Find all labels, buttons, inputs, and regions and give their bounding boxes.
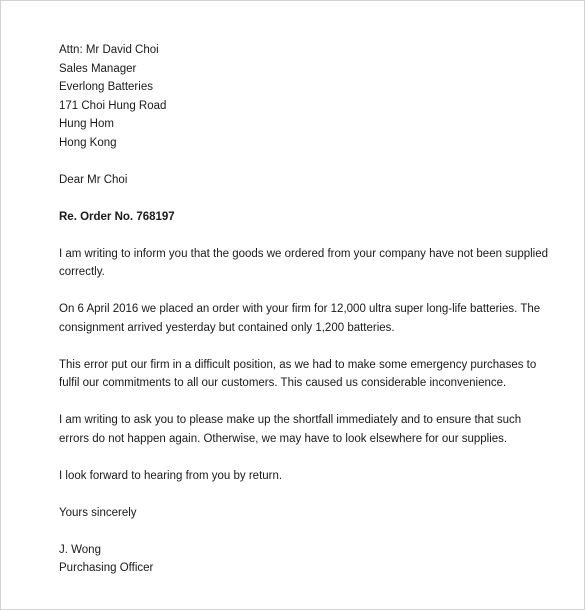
signature-name: J. Wong: [59, 543, 101, 556]
paragraph-line: I am writing to inform you that the goods we ordered from your company have not been supplied: [59, 247, 549, 260]
paragraph-3: [59, 356, 537, 393]
subject-line: [59, 208, 529, 227]
paragraph-line: I look forward to hearing from you by return.: [59, 469, 283, 482]
paragraph-line: fulfil our commitments to all our customers. This caused us considerable inconvenience.: [59, 377, 507, 389]
signature-block: [59, 541, 529, 578]
salutation-text: Dear Mr Choi: [59, 173, 128, 186]
paragraph-line: consignment arrived yesterday but contained only 1,200 batteries.: [59, 321, 395, 334]
paragraph-2: [59, 300, 541, 337]
recipient-company: Everlong Batteries: [59, 81, 153, 93]
recipient-address: [59, 41, 529, 152]
paragraph-line: This error put our firm in a difficult position, as we had to make some emergency purchases to: [59, 358, 537, 371]
salutation: [59, 171, 529, 190]
subject-text: Re. Order No. 768197: [59, 210, 175, 223]
signature-position: Purchasing Officer: [59, 562, 154, 574]
paragraph-line: correctly.: [59, 266, 105, 278]
closing: [59, 504, 529, 523]
paragraph-line: errors do not happen again. Otherwise, we may have to look elsewhere for our supplies.: [59, 432, 508, 445]
paragraph-1: [59, 245, 549, 282]
paragraph-5: [59, 467, 529, 486]
paragraph-line: On 6 April 2016 we placed an order with your firm for 12,000 ultra super long-life batteries. The: [59, 303, 541, 315]
paragraph-line: I am writing to ask you to please make up the shortfall immediately and to ensure that such: [59, 414, 522, 426]
paragraph-4: [59, 411, 529, 448]
closing-text: Yours sincerely: [59, 506, 137, 519]
letter-body: [59, 41, 549, 596]
recipient-city: Hong Kong: [59, 136, 117, 149]
recipient-street: 171 Choi Hung Road: [59, 99, 167, 112]
recipient-district: Hung Hom: [59, 118, 114, 130]
attn-line: Attn: Mr David Choi: [59, 44, 159, 56]
recipient-title: Sales Manager: [59, 62, 137, 75]
